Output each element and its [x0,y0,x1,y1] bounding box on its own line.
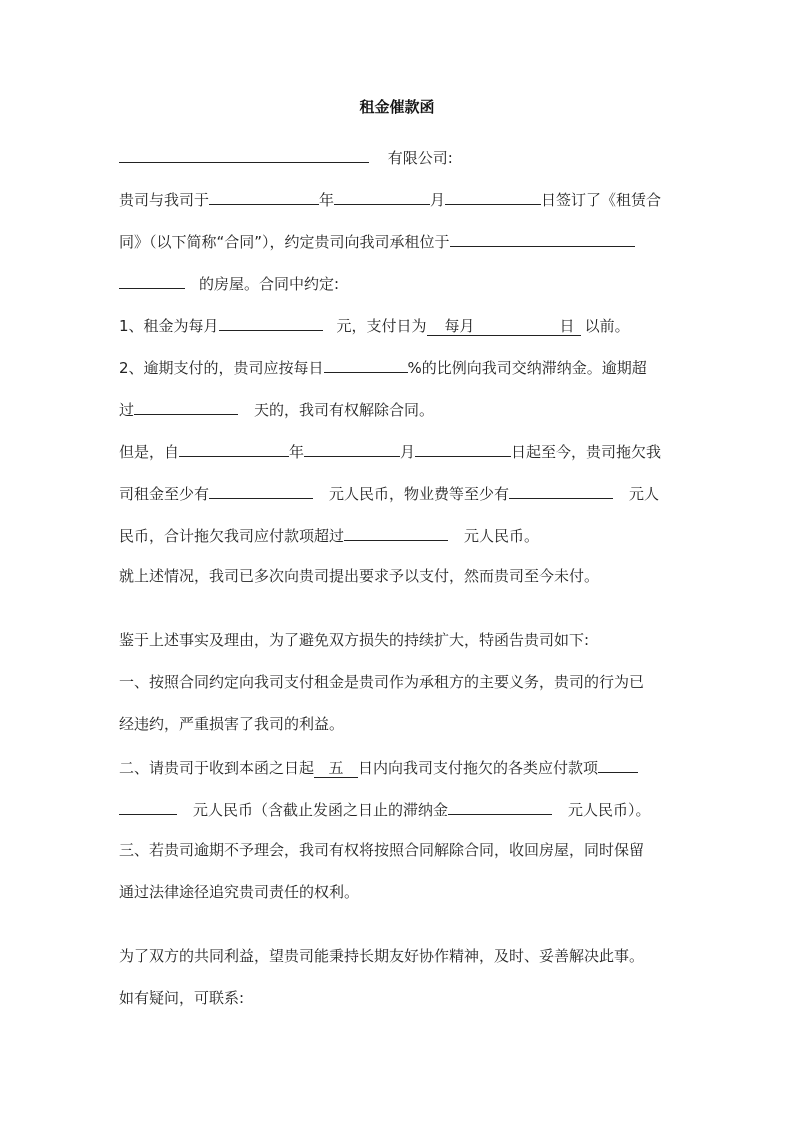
text: 同》（以下简称“合同”），约定贵司向我司承租位于 [119,233,450,251]
text: 元人民币（含截止发函之日止的滞纳金 [193,801,449,819]
overdue-day-blank[interactable] [415,440,511,457]
late-fee-rate-blank[interactable] [324,356,408,373]
p1-line3 [119,272,339,294]
p2-line3 [119,524,539,546]
clause2-line1 [119,356,647,378]
property-fee-owed-blank[interactable] [509,482,613,499]
text: 日内向我司支付拖欠的各类应付款项 [358,759,599,777]
clause2-line2 [119,398,434,420]
p1-line2 [119,230,635,252]
overdue-month-blank[interactable] [304,440,400,457]
contact-line: 如有疑问，可联系: [119,989,245,1007]
text: 月 [430,191,446,209]
item1-line2: 经违约，严重损害了我司的利益。 [119,715,345,733]
text: 元人民币）。 [568,801,651,819]
text: 2、逾期支付的，贵司应按每日 [119,359,324,377]
text: 日起至今，贵司拖欠我 [511,443,662,461]
closing-line: 为了双方的共同利益，望贵司能秉持长期友好协作精神，及时、妥善解决此事。 [119,947,645,965]
letter-title: 租金催款函 [359,98,435,116]
p2-line1 [119,440,661,462]
text: 元人民币。 [464,527,540,545]
text: 元人民币，物业费等至少有 [329,485,510,503]
rent-owed-blank[interactable] [209,482,313,499]
sign-year-blank[interactable] [209,188,319,205]
p4-line: 鉴于上述事实及理由，为了避免双方损失的持续扩大，特函告贵司如下: [119,631,590,649]
text: 日签订了《租赁合 [541,191,662,209]
total-owed-blank[interactable] [344,524,448,541]
text: 贵司与我司于 [119,191,210,209]
text: 天的，我司有权解除合同。 [254,401,435,419]
monthly-rent-blank[interactable] [219,314,323,331]
addressee-suffix: 有限公司: [387,149,453,167]
item2-line1 [119,756,638,778]
item2-line2 [119,798,651,820]
property-location-blank[interactable] [450,230,635,247]
text: 的房屋。合同中约定: [199,275,340,293]
p3-line: 就上述情况，我司已多次向贵司提出要求予以支付，然而贵司至今未付。 [119,567,600,585]
text: %的比例向我司交纳滞纳金。逾期超 [407,359,647,377]
text: 元人 [629,485,660,503]
text: 1、租金为每月 [119,317,219,335]
payment-period-field[interactable]: 每月 [427,317,493,336]
payment-day-field[interactable]: 日 [493,317,581,336]
item3-line2: 通过法律途径追究贵司责任的权利。 [119,883,360,901]
overdue-days-blank[interactable] [134,398,238,415]
sign-day-blank[interactable] [445,188,541,205]
p2-line2 [119,482,659,504]
item3-line1: 三、若贵司逾期不予理会，我司有权将按照合同解除合同，收回房屋，同时保留 [119,841,645,859]
text: 但是，自 [119,443,180,461]
text: 民币，合计拖欠我司应付款项超过 [119,527,345,545]
clause1-line [119,314,630,336]
payment-days-field[interactable]: 五 [314,759,358,778]
company-name-blank[interactable] [119,146,369,163]
amount-due-blank[interactable] [598,756,638,773]
late-fee-amount-blank[interactable] [448,798,552,815]
property-location-blank-2[interactable] [119,272,185,289]
overdue-year-blank[interactable] [179,440,289,457]
p1-line1 [119,188,661,210]
item1-line1: 一、按照合同约定向我司支付租金是贵司作为承租方的主要义务，贵司的行为已 [119,673,645,691]
text: 过 [119,401,135,419]
text: 月 [400,443,416,461]
text: 二、请贵司于收到本函之日起 [119,759,315,777]
sign-month-blank[interactable] [334,188,430,205]
text: 以前。 [584,317,630,335]
amount-due-blank-2[interactable] [119,798,177,815]
text: 司租金至少有 [119,485,210,503]
text: 年 [289,443,305,461]
text: 年 [319,191,335,209]
text: 元，支付日为 [336,317,427,335]
addressee-line [119,146,453,168]
